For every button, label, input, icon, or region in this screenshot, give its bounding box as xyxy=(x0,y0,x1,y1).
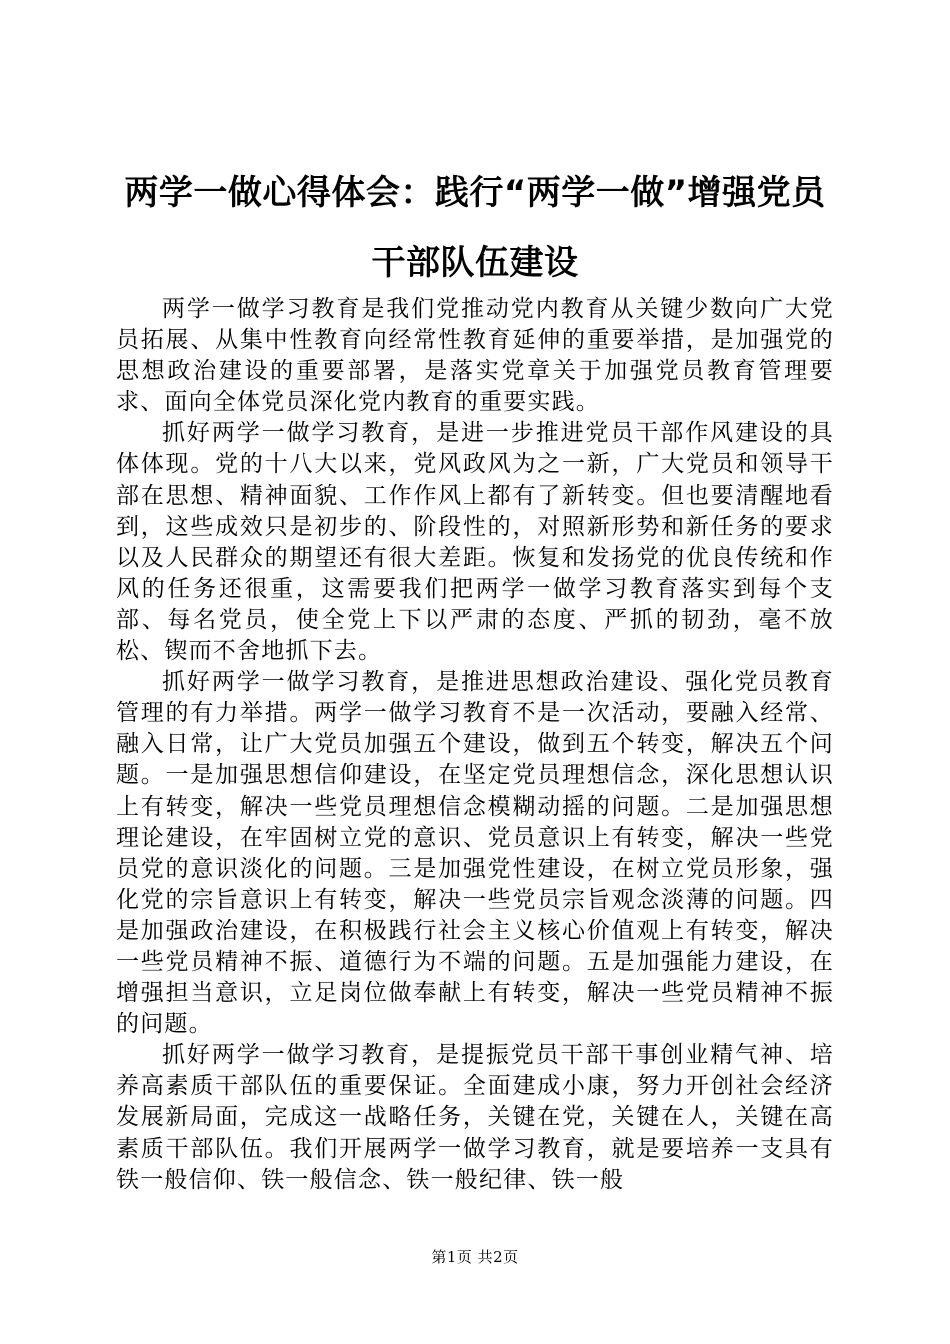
paragraph-2: 抓好两学一做学习教育，是进一步推进党员干部作风建设的具体体现。党的十八大以来，党风政风为之一新，广大党员和领导干部在思想、精神面貌、工作作风上都有了新转变。但也要清醒地看到，这些成效只是初步的、阶段性的，对照新形势和新任务的要求以及人民群众的期望还有很大差距。恢复和发扬党的优良传统和作风的任务还很重，这需要我们把两学一做学习教育落实到每个支部、每名党员，使全党上下以严肃的态度、严抓的韧劲，毫不放松、锲而不舍地抓下去。 xyxy=(116,420,834,665)
paragraph-1: 两学一做学习教育是我们党推动党内教育从关键少数向广大党员拓展、从集中性教育向经常性教育延伸的重要举措，是加强党的思想政治建设的重要部署，是落实党章关于加强党员教育管理要求、面向全体党员深化党内教育的重要实践。 xyxy=(116,296,834,416)
document-title: 两学一做心得体会：践行“两学一做”增强党员干部队伍建设 xyxy=(124,173,826,283)
document-body xyxy=(116,294,834,1196)
page-number-footer: 第1页 共2页 xyxy=(431,1248,519,1266)
paragraph-4: 抓好两学一做学习教育，是提振党员干部干事创业精气神、培养高素质干部队伍的重要保证。全面建成小康，努力开创社会经济发展新局面，完成这一战略任务，关键在党，关键在人，关键在高素质干部队伍。我们开展两学一做学习教育，就是要培养一支具有铁一般信仰、铁一般信念、铁一般纪律、铁一般 xyxy=(116,1042,834,1193)
paragraph-3: 抓好两学一做学习教育，是推进思想政治建设、强化党员教育管理的有力举措。两学一做学习教育不是一次活动，要融入经常、融入日常，让广大党员加强五个建设，做到五个转变，解决五个问题。一是加强思想信仰建设，在坚定党员理想信念，深化思想认识上有转变，解决一些党员理想信念模糊动摇的问题。二是加强思想理论建设，在牢固树立党的意识、党员意识上有转变，解决一些党员党的意识淡化的问题。三是加强党性建设，在树立党员形象，强化党的宗旨意识上有转变，解决一些党员宗旨观念淡薄的问题。四是加强政治建设，在积极践行社会主义核心价值观上有转变，解决一些党员精神不振、道德行为不端的问题。五是加强能力建设，在增强担当意识，立足岗位做奉献上有转变，解决一些党员精神不振的问题。 xyxy=(116,669,834,1038)
